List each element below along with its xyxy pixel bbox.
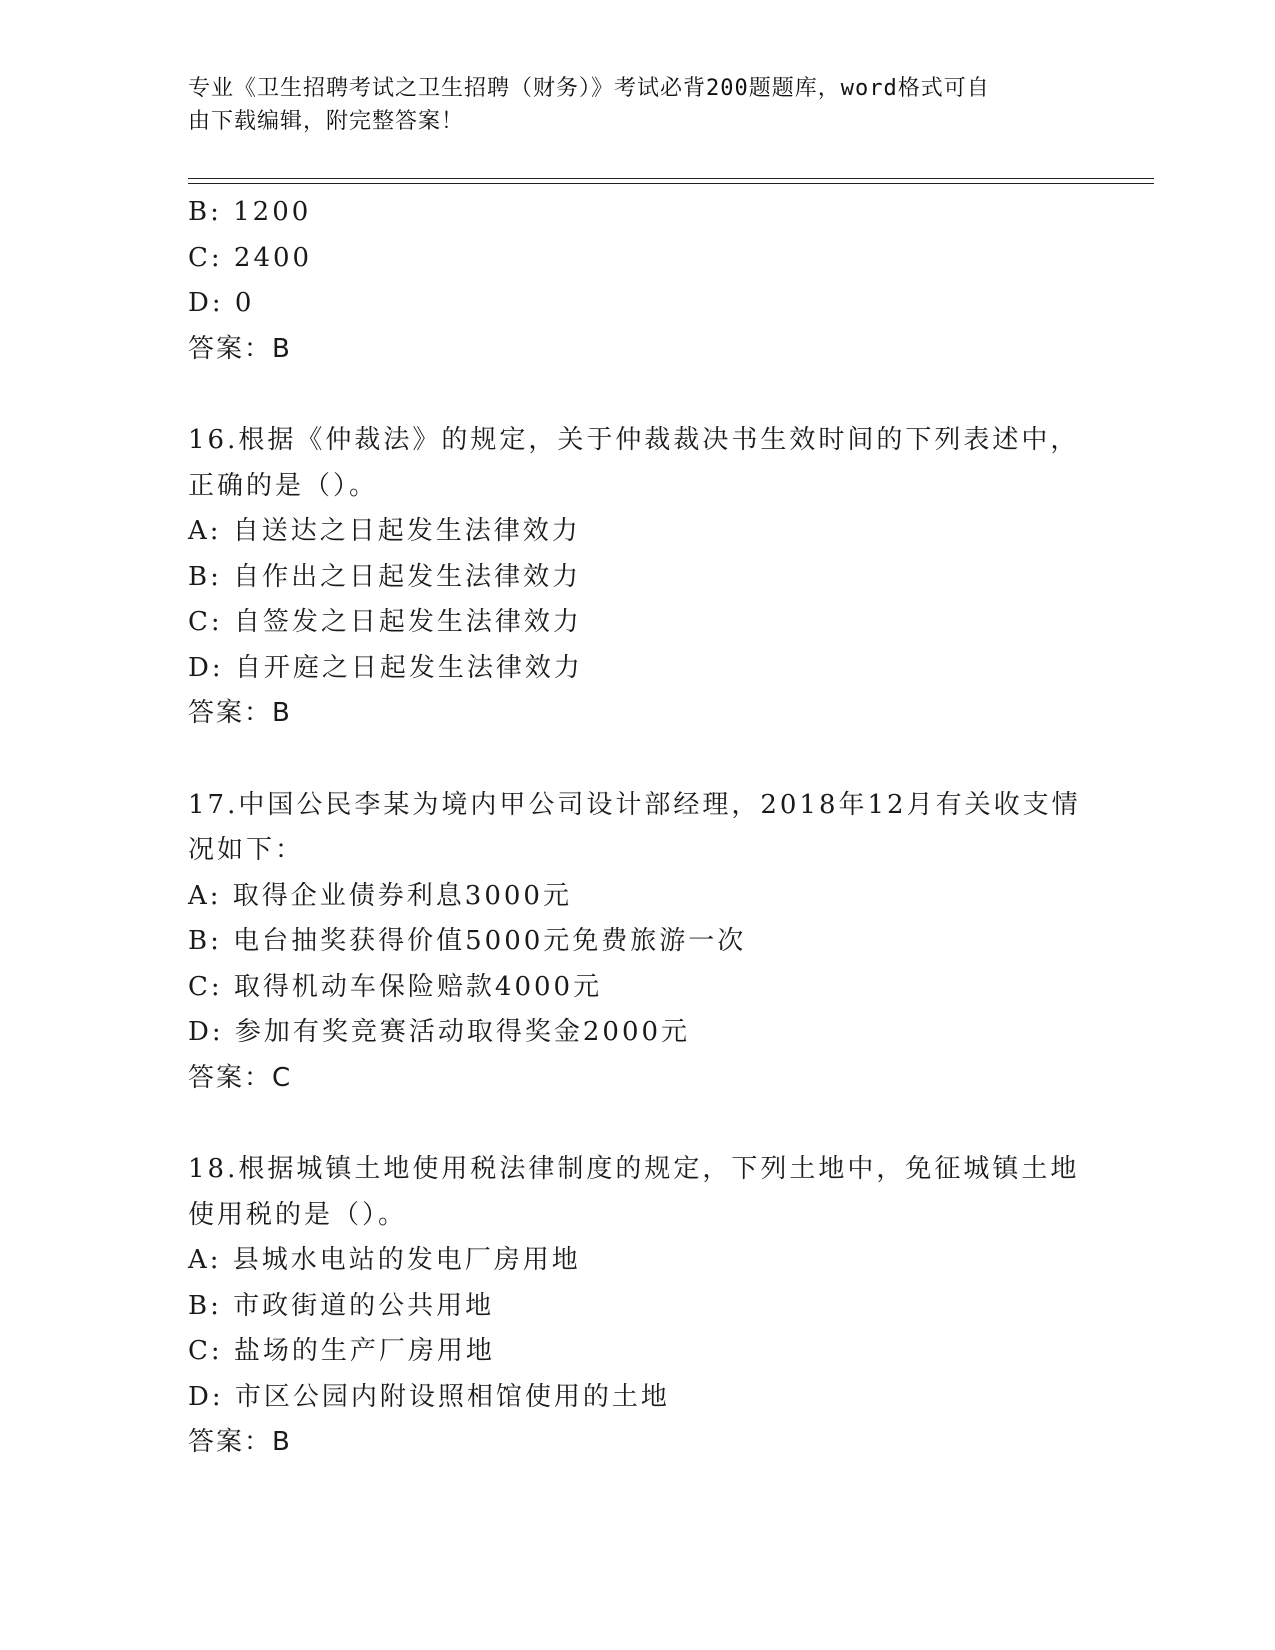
question-stem-line-1: 17.中国公民李某为境内甲公司设计部经理，2018年12月有关收支情 bbox=[188, 789, 1081, 820]
header-line-2: 由下载编辑，附完整答案！ bbox=[188, 109, 465, 134]
option-c: C: 盐场的生产厂房用地 bbox=[188, 1336, 495, 1366]
option-c: C: 自签发之日起发生法律效力 bbox=[188, 607, 582, 637]
question-block-18 bbox=[188, 1147, 1088, 1466]
answer-line: 答案：B bbox=[188, 333, 292, 364]
spacer bbox=[188, 372, 1088, 418]
option-d: D: 市区公园内附设照相馆使用的土地 bbox=[188, 1381, 670, 1412]
option-d: D: 参加有奖竞赛活动取得奖金2000元 bbox=[188, 1017, 691, 1047]
question-list bbox=[188, 190, 1088, 1466]
question-stem-line-1: 16.根据《仲裁法》的规定，关于仲裁裁决书生效时间的下列表述中， bbox=[188, 425, 1080, 455]
answer-line: 答案：B bbox=[188, 1427, 292, 1457]
header-divider-top bbox=[188, 178, 1154, 179]
option-c: C: 取得机动车保险赔款4000元 bbox=[188, 971, 603, 1002]
question-block-prev bbox=[188, 190, 1088, 372]
header-divider-bottom bbox=[188, 183, 1154, 184]
header-line-1: 专业《卫生招聘考试之卫生招聘（财务）》考试必背200题题库，word格式可自 bbox=[188, 76, 990, 101]
document-header bbox=[188, 72, 1068, 138]
option-b: B: 市政街道的公共用地 bbox=[188, 1290, 495, 1321]
option-d: D: 自开庭之日起发生法律效力 bbox=[188, 652, 583, 683]
option-a: A: 取得企业债券利息3000元 bbox=[188, 880, 572, 911]
option-a: A: 县城水电站的发电厂房用地 bbox=[188, 1245, 581, 1275]
question-stem-line-2: 正确的是（）。 bbox=[188, 470, 379, 501]
spacer bbox=[188, 737, 1088, 783]
question-block-17 bbox=[188, 783, 1088, 1102]
question-stem-line-2: 使用税的是（）。 bbox=[188, 1199, 408, 1230]
option-b: B: 电台抽奖获得价值5000元免费旅游一次 bbox=[188, 926, 747, 956]
option-d: D: 0 bbox=[188, 288, 255, 318]
option-b: B: 自作出之日起发生法律效力 bbox=[188, 561, 582, 592]
question-block-16 bbox=[188, 418, 1088, 737]
question-stem-line-2: 况如下： bbox=[188, 835, 305, 865]
answer-line: 答案：B bbox=[188, 698, 292, 728]
option-c: C: 2400 bbox=[188, 242, 313, 273]
option-b: B: 1200 bbox=[188, 197, 312, 227]
spacer bbox=[188, 1101, 1088, 1147]
answer-line: 答案：C bbox=[188, 1062, 293, 1093]
question-stem-line-1: 18.根据城镇土地使用税法律制度的规定，下列土地中，免征城镇土地 bbox=[188, 1154, 1080, 1184]
option-a: A: 自送达之日起发生法律效力 bbox=[188, 516, 581, 546]
